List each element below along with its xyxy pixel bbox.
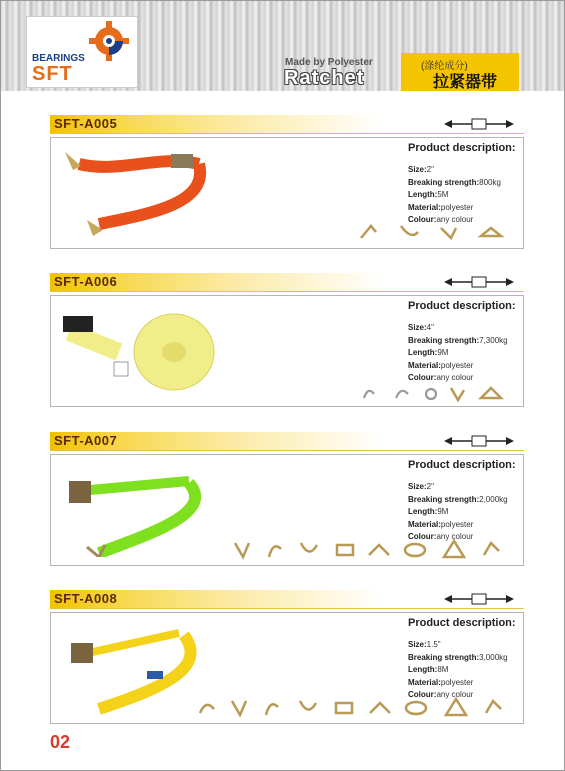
yellow-roll-strap-image [59, 302, 219, 398]
length-row: Length:9M [408, 348, 449, 357]
material-row: Material:polyester [408, 519, 474, 529]
product-card [50, 137, 524, 249]
product-description [408, 142, 523, 227]
product-card [50, 612, 524, 724]
colour-row: Colour:any colour [408, 532, 474, 541]
length-row: Length:5M [408, 190, 449, 199]
length-row: Length:8M [408, 665, 449, 674]
colour-row: Colour:any colour [408, 690, 474, 699]
yellow-strap-image [59, 619, 219, 715]
gear-logo-icon [89, 21, 129, 61]
strap-arrow-icon [444, 593, 514, 605]
description-title: Product description: [408, 459, 516, 471]
model-code: SFT-A007 [54, 433, 118, 448]
page-header [1, 1, 564, 91]
strap-arrow-icon [444, 435, 514, 447]
orange-strap-image [59, 144, 219, 240]
material-row: Material:polyester [408, 677, 474, 687]
description-title: Product description: [408, 142, 516, 154]
strength-row: Breaking strength:800kg [408, 177, 501, 187]
colour-row: Colour:any colour [408, 373, 474, 382]
model-label-bar [50, 590, 524, 609]
made-by-text: Made by Polyester [285, 57, 373, 68]
model-label-bar [50, 273, 524, 292]
description-title: Product description: [408, 300, 516, 312]
company-logo [26, 16, 138, 88]
strength-row: Breaking strength:7,300kg [408, 335, 508, 345]
page-number: 02 [50, 732, 71, 752]
green-strap-image [59, 461, 219, 557]
length-row: Length:9M [408, 507, 449, 516]
colour-row: Colour:any colour [408, 215, 474, 224]
logo-sft-text: SFT [32, 63, 73, 85]
size-row: Size:1.5" [408, 640, 441, 649]
size-row: Size:4" [408, 323, 434, 332]
model-label-bar [50, 115, 524, 134]
hook-fittings-icon [356, 384, 506, 404]
strength-row: Breaking strength:3,000kg [408, 652, 508, 662]
product-description [408, 300, 523, 385]
size-row: Size:2" [408, 482, 434, 491]
cn-title: 拉紧器带 [433, 74, 498, 91]
cn-subtitle: (涤纶成分) [421, 61, 468, 72]
product-card [50, 454, 524, 566]
size-row: Size:2" [408, 165, 434, 174]
model-code: SFT-A006 [54, 274, 118, 289]
product-card [50, 295, 524, 407]
material-row: Material:polyester [408, 360, 474, 370]
strap-arrow-icon [444, 118, 514, 130]
model-code: SFT-A005 [54, 116, 118, 131]
model-code: SFT-A008 [54, 591, 118, 606]
logo-bearings-text: BEARINGS [32, 53, 85, 64]
model-label-bar [50, 432, 524, 451]
material-row: Material:polyester [408, 202, 474, 212]
description-title: Product description: [408, 617, 516, 629]
product-description [408, 617, 523, 702]
strength-row: Breaking strength:2,000kg [408, 494, 508, 504]
page-title: Ratchet [284, 67, 365, 89]
product-description [408, 459, 523, 544]
strap-arrow-icon [444, 276, 514, 288]
